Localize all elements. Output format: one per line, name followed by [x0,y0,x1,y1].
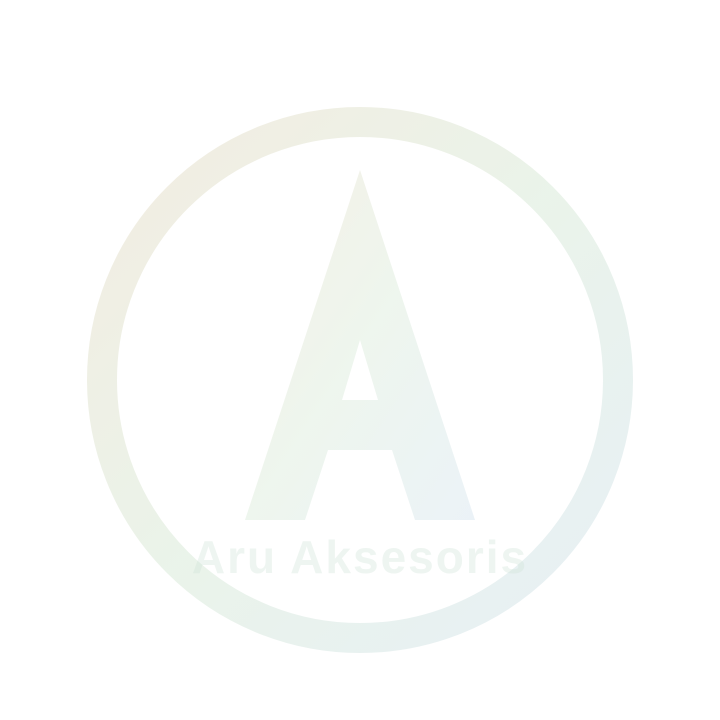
material-note: Aman di tangan, bahan tidak mengelupas [40,480,576,512]
usage-line-2: MOBIL PRIBADI. [249,160,471,192]
depth-spec: KEDALAMAN LUBANG : 3CM [164,200,556,232]
install-line-2: sampai kencang & sudah ada drat nya. [40,401,543,433]
compatibility-line-2: up, dll / (UNIVERSAL) [40,560,326,592]
title-line-1: Tuas persneling/prosneling mobil/truck [112,37,608,69]
install-line-1: ~ Pemasangan simpel putar ke kanan [40,361,528,393]
usage-line-1: Bisa buat TRUCK / MOBIL PICK UP / [119,119,601,151]
thread-spec: DRAT BAUT DOUBLE : drat 17 & drat 14 [95,240,625,272]
order-note: °°° Silahkan order barang ready stok terus!!! [40,440,607,472]
universal-label: ( UNIVERSAL ) [260,280,460,312]
compatibility-line-1: Bisa Untuk semua jenis mobil, truck, pick [40,520,568,552]
title-line-2: gear knop [295,79,425,111]
